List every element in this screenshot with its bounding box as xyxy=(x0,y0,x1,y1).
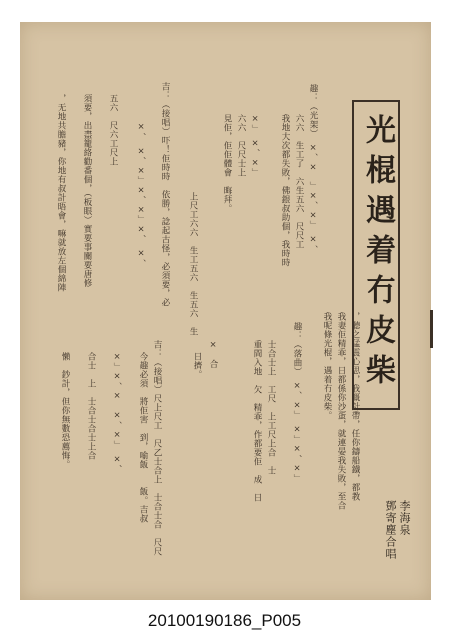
text-column: 趣：（落曲） ×、×」 ×」×、×」 xyxy=(292,322,302,483)
text-column: 今趣必須 將佢害 到，喻飯 飯。吉叔 xyxy=(138,352,148,523)
text-column: 趣：（光架） ×、× 」×、×」 ×、 xyxy=(308,84,318,254)
text-column: 我地大次都失敗，佛銀叔助個，我時時 xyxy=(280,114,290,267)
text-column: 五六 尺六工尺上 xyxy=(108,94,118,166)
text-column: 我妻佢精乖，日都係你沙蛋，就連晏我失敗，至合 xyxy=(336,312,346,510)
text-column: ×」×、× ×、×」 ×、 xyxy=(112,352,122,474)
text-column: ×」 ×、×」 xyxy=(250,114,260,178)
archive-id: 20100190186_P005 xyxy=(147,611,302,630)
text-column: 六六 尺尺士上 xyxy=(236,114,246,177)
text-column: 重間入地 欠 精乖，作都要佢 成 日 xyxy=(252,340,262,502)
text-column: 須要，出盡籠絡勸番個，（板眼）實要事關要唐修 xyxy=(82,94,92,288)
text-column: 我呢條光棍，遇着冇皮柴。 xyxy=(322,312,332,420)
text-column: 六六 生工了 六生五六 尺尺工 xyxy=(294,114,304,249)
text-column: 懶 鈔計，但你無數恐薦悔。 xyxy=(60,352,70,469)
text-column: 合士 上 士合士合士上合 xyxy=(86,352,96,460)
author-line-2: 鄧寄塵合唱 xyxy=(384,500,397,560)
author-line-1: 李海泉 xyxy=(398,500,411,536)
document-page xyxy=(20,22,431,600)
text-column: 士合士上 工尺 上工尺上合 士 xyxy=(266,340,276,475)
text-column: 見佢，佢佢體會 晦拜。 xyxy=(222,114,232,213)
text-column: ，无地共膽豬，你地有叔計晤會，嘛就放左個綿陣 xyxy=(56,94,66,292)
text-column: 上尺工六六 生工五六 生五六 生 xyxy=(188,192,198,336)
text-column: ，聽之猛震心思，我嘅計帶，任你鑄船鐵，都教 xyxy=(350,312,360,501)
text-column: × 合 xyxy=(208,340,218,369)
text-column: 吉：（接唱）吓！佢時時 依勝，諗起古怪，必須要，必 xyxy=(160,82,170,307)
text-column: 日擠。 xyxy=(192,352,202,379)
song-title: 光棍遇着冇皮柴 xyxy=(360,114,395,394)
text-column: ×、 ×、×」×、×」×、 ×、 xyxy=(136,122,146,268)
page-fold-mark xyxy=(430,310,433,348)
text-column: 吉：（接唱）尺上尺工 尺乙士合上 士合士合 尺尺 xyxy=(152,340,162,556)
